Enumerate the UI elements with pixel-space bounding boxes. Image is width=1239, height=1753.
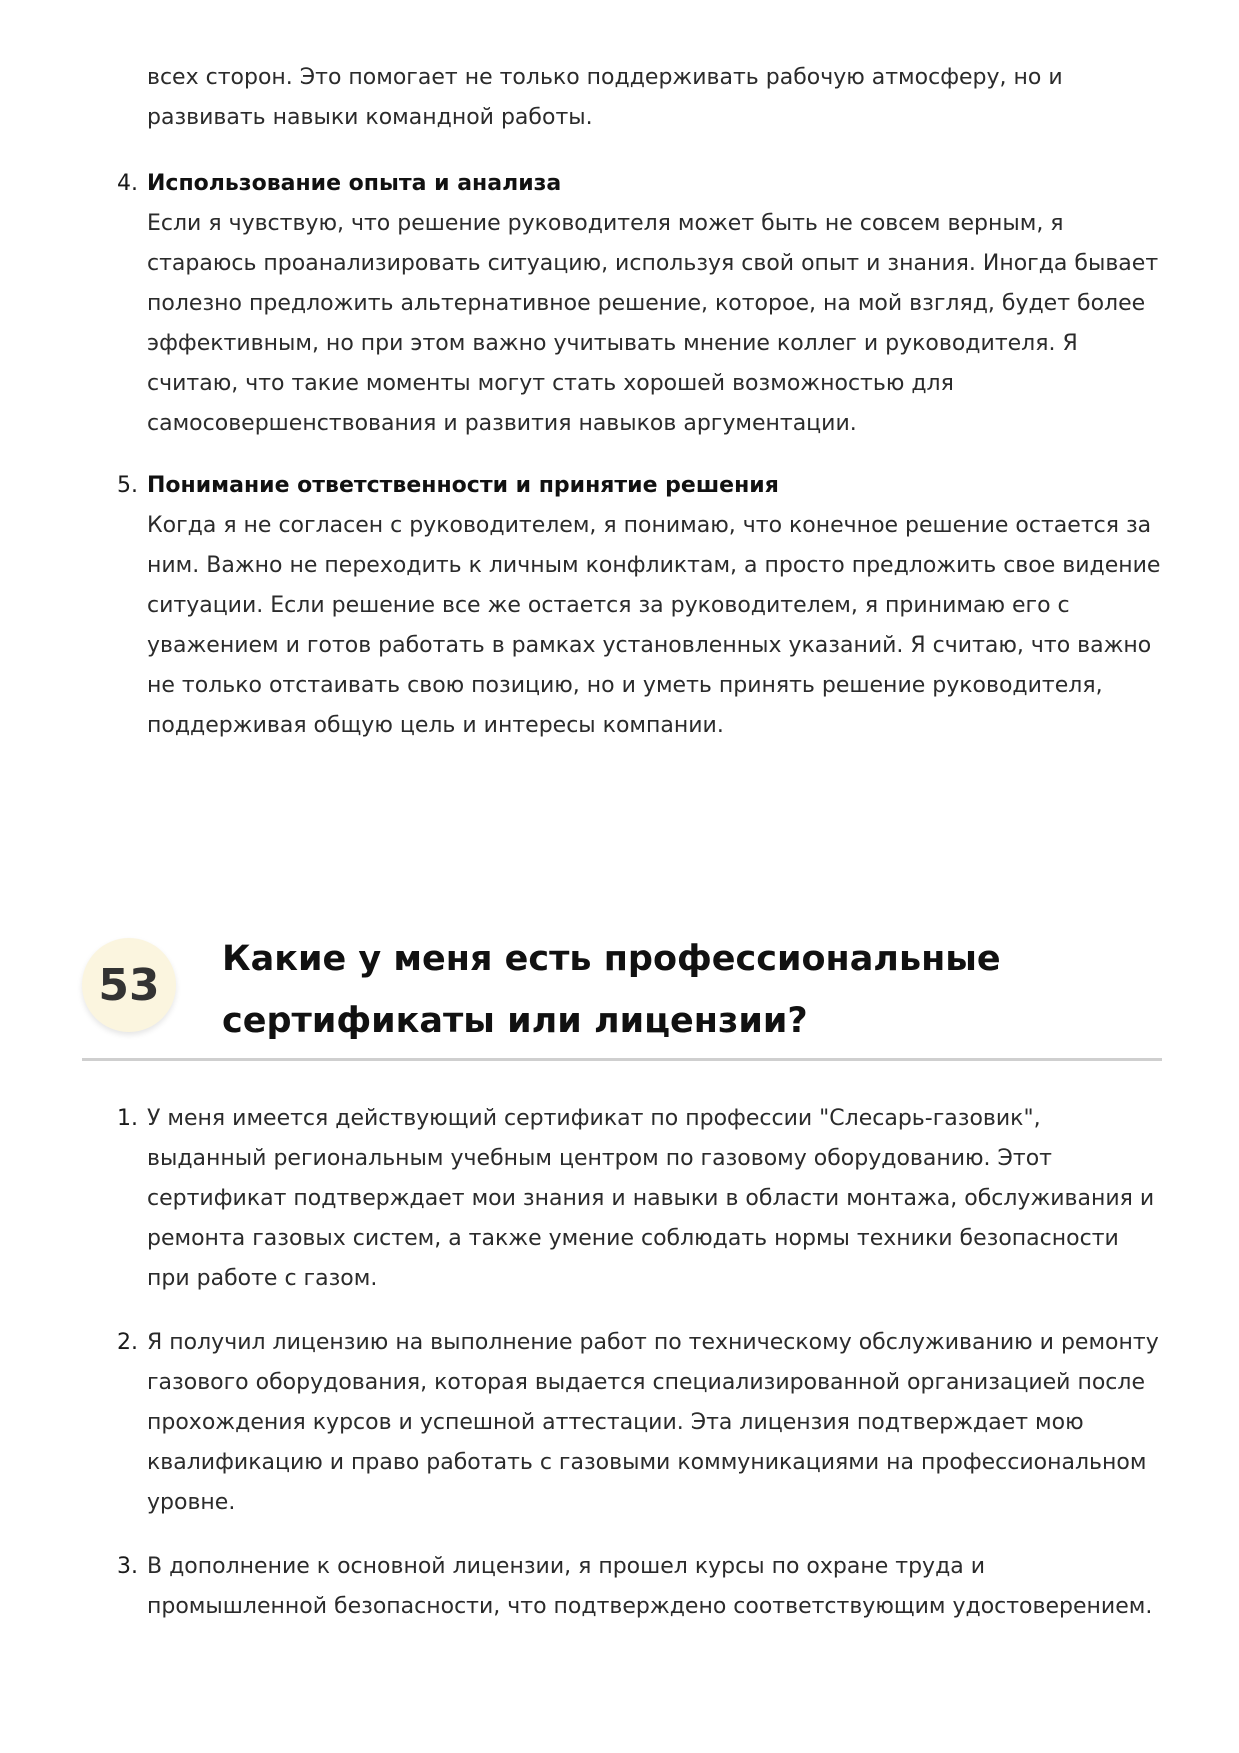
list-item-title: Понимание ответственности и принятие решения [147,473,779,498]
list-item-text: Если я чувствую, что решение руководителя может быть не совсем верным, я стараюсь проанализировать ситуацию, используя свой опыт и знания. Иногда бывает полезно предложить альтернативное решение, которое, на мой взгляд, будет более эффективным, но при этом важно учитывать мнение коллег и руководителя. Я считаю, что такие моменты могут стать хорошей возможностью для самосовершенствования и развития навыков аргументации. [147,211,1159,436]
list-item-title: Использование опыта и анализа [147,171,562,196]
answer-list [0,1099,1167,1651]
question-title: Какие у меня есть профессиональные сертификаты или лицензии? [222,939,1001,1041]
list-item-text: Когда я не согласен с руководителем, я понимаю, что конечное решение остается за ним. Важно не переходить к личным конфликтам, а просто предложить свое видение ситуации. Если решение все же остается за руководителем, я принимаю его с уважением и готов работать в рамках установленных указаний. Я считаю, что важно не только отстаивать свою позицию, но и уметь принять решение руководителя, поддерживая общую цель и интересы компании. [147,513,1161,738]
list-item [0,164,1167,444]
list-item-number: 3. [117,1554,138,1579]
list-item-number: 1. [117,1106,138,1131]
list-item [0,1547,1167,1627]
list-item-number: 5. [117,473,138,498]
list-item-text: Я получил лицензию на выполнение работ по техническому обслуживанию и ремонту газового оборудования, которая выдается специализированной организацией после прохождения курсов и успешной аттестации. Эта лицензия подтверждает мою квалификацию и право работать с газовыми коммуникациями на профессиональном уровне. [147,1330,1159,1515]
list-item [0,1099,1167,1299]
question-header [82,928,1162,1061]
question-number-badge: 53 [82,938,176,1032]
list-item-text: В дополнение к основной лицензии, я прошел курсы по охране труда и промышленной безопасности, что подтверждено соответствующим удостоверением. [147,1554,1153,1619]
answer-list-previous [0,164,1167,746]
list-item-number: 2. [117,1330,138,1355]
list-item [0,466,1167,746]
continuation-paragraph: всех сторон. Это помогает не только поддерживать рабочую атмосферу, но и развивать навыки командной работы. [147,65,1063,130]
list-item-number: 4. [117,171,138,196]
list-item-text: У меня имеется действующий сертификат по профессии "Слесарь-газовик", выданный региональным учебным центром по газовому оборудованию. Этот сертификат подтверждает мои знания и навыки в области монтажа, обслуживания и ремонта газовых систем, а также умение соблюдать нормы техники безопасности при работе с газом. [147,1106,1155,1291]
list-item [0,1323,1167,1523]
